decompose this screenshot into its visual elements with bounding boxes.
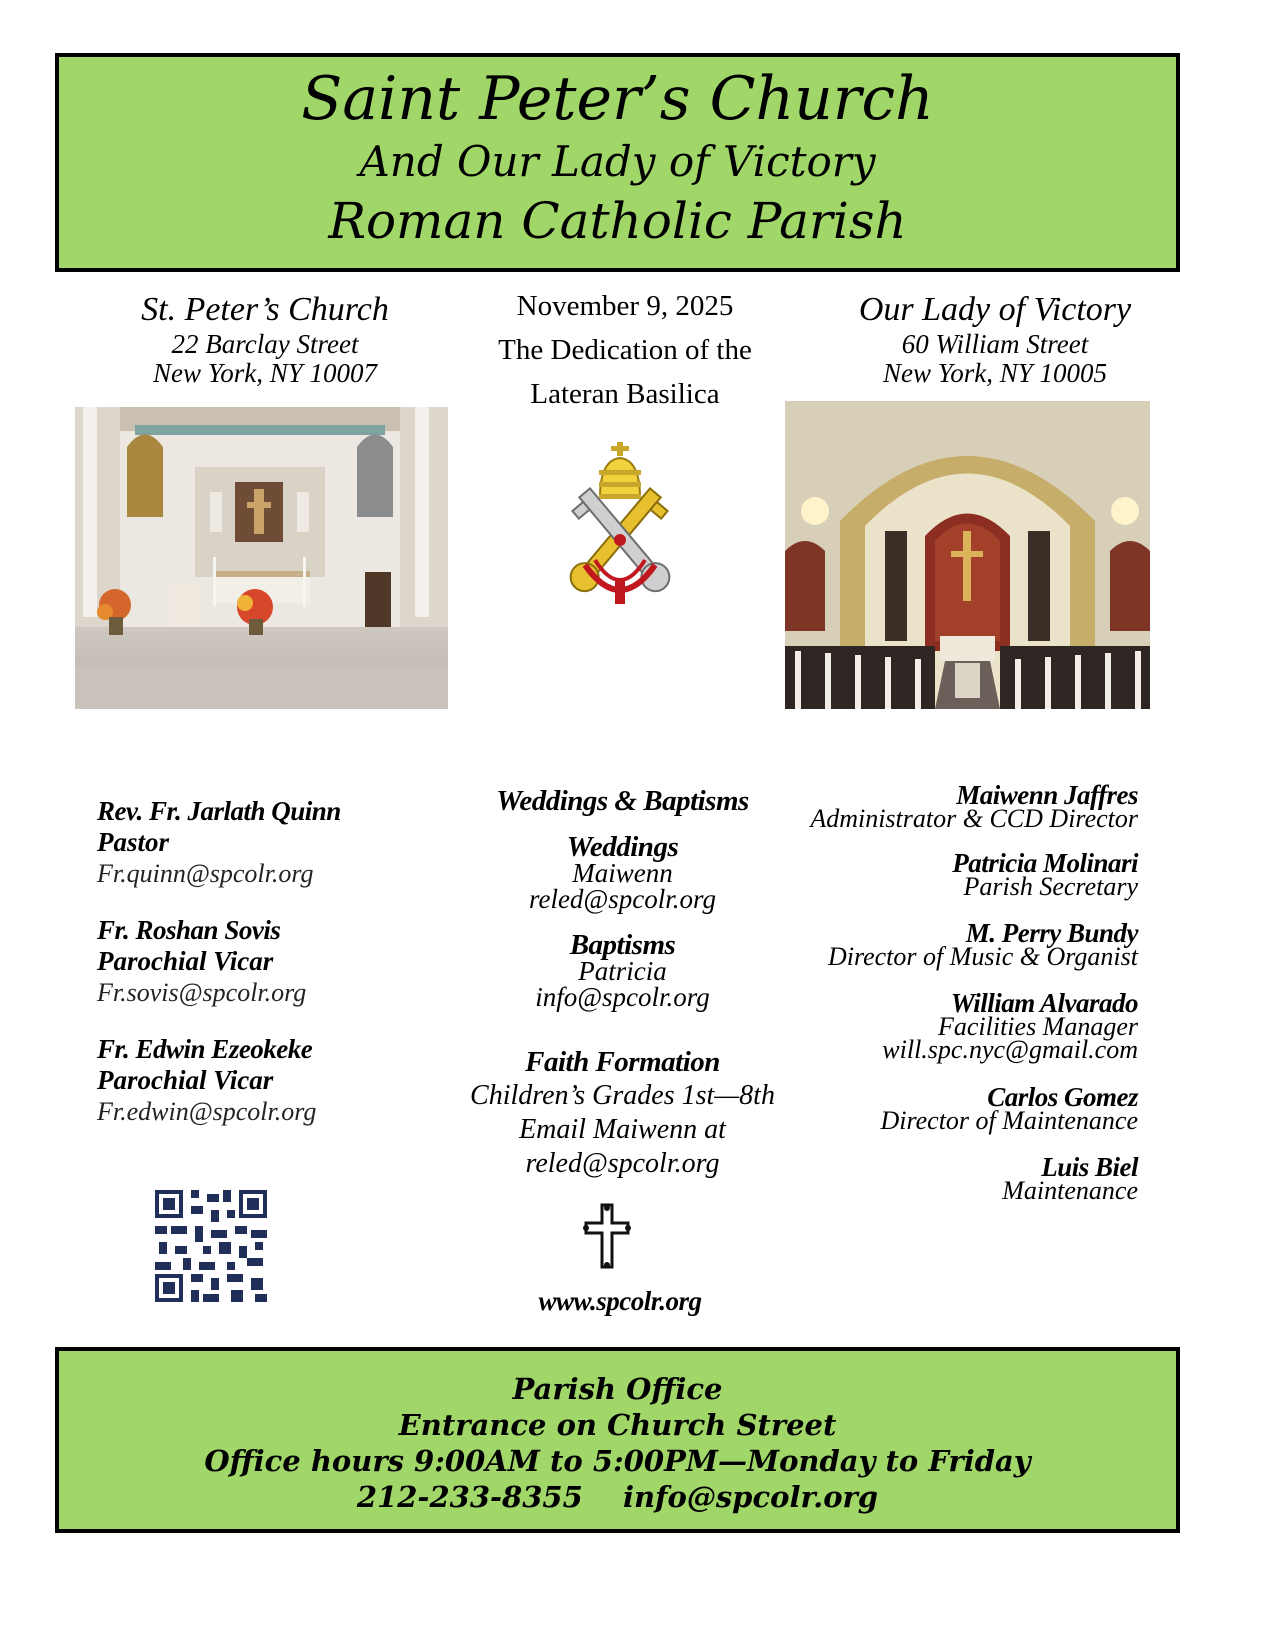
footer-contact xyxy=(59,1479,1176,1520)
baptisms-section xyxy=(430,931,815,1011)
staff-entry xyxy=(760,920,1138,990)
feast-line-2: Lateran Basilica xyxy=(530,378,720,410)
cross-icon xyxy=(582,1203,632,1269)
footer-hours: Office hours 9:00AM to 5:00PM—Monday to Friday xyxy=(204,1444,1031,1478)
clergy-email: Fr.sovis@spcolr.org xyxy=(97,978,307,1007)
sacraments-heading: Weddings & Baptisms xyxy=(496,785,749,817)
clergy-name: Rev. Fr. Jarlath Quinn xyxy=(97,796,341,826)
clergy-entry xyxy=(97,915,427,1034)
staff-role: Parish Secretary xyxy=(963,872,1138,901)
footer-entrance: Entrance on Church Street xyxy=(398,1408,837,1442)
st-peters-city: New York, NY 10007 xyxy=(152,358,378,388)
papal-keys-emblem-icon xyxy=(555,440,685,610)
olv-name: Our Lady of Victory xyxy=(858,291,1132,328)
header-banner xyxy=(55,53,1180,272)
clergy-entry xyxy=(97,796,427,915)
header-title: Saint Peter’s Church xyxy=(301,64,934,134)
st-peters-name: St. Peter’s Church xyxy=(141,291,389,328)
baptisms-contact: Patricia xyxy=(578,956,667,986)
staff-entry xyxy=(760,1084,1138,1154)
olv-street: 60 William Street xyxy=(901,329,1089,359)
clergy-list xyxy=(97,796,427,1153)
olv-interior-photo xyxy=(785,401,1150,709)
weddings-title: Weddings xyxy=(566,831,679,863)
clergy-name: Fr. Roshan Sovis xyxy=(97,915,281,945)
staff-entry xyxy=(760,850,1138,920)
feast-line-1: The Dedication of the xyxy=(498,334,752,366)
header-subtitle: And Our Lady of Victory xyxy=(359,137,876,186)
footer-banner xyxy=(55,1347,1180,1533)
olv-address xyxy=(800,290,1190,388)
st-peters-address xyxy=(75,290,455,388)
staff-role: Facilities Manager xyxy=(937,1012,1138,1041)
clergy-title: Parochial Vicar xyxy=(97,946,274,976)
faith-formation-email: reled@spcolr.org xyxy=(525,1148,720,1179)
faith-formation-section xyxy=(430,1045,815,1181)
faith-formation-title: Faith Formation xyxy=(525,1046,720,1078)
staff-entry xyxy=(760,1154,1138,1224)
clergy-title: Parochial Vicar xyxy=(97,1065,274,1095)
staff-name: William Alvarado xyxy=(950,988,1138,1018)
header-parish: Roman Catholic Parish xyxy=(328,192,907,250)
baptisms-title: Baptisms xyxy=(569,929,676,961)
faith-formation-grades: Children’s Grades 1st—8th xyxy=(470,1080,775,1111)
website-link[interactable]: www.spcolr.org xyxy=(538,1286,702,1316)
st-peters-street: 22 Barclay Street xyxy=(171,329,359,359)
footer-office: Parish Office xyxy=(512,1372,723,1406)
staff-role: Director of Music & Organist xyxy=(827,942,1138,971)
staff-email: will.spc.nyc@gmail.com xyxy=(882,1035,1138,1064)
clergy-email: Fr.quinn@spcolr.org xyxy=(97,859,314,888)
sacraments-info xyxy=(430,783,815,1181)
st-peters-interior-photo xyxy=(75,407,448,709)
staff-name: Patricia Molinari xyxy=(952,848,1138,878)
weddings-email: reled@spcolr.org xyxy=(528,884,717,914)
staff-role: Director of Maintenance xyxy=(880,1106,1138,1135)
clergy-email: Fr.edwin@spcolr.org xyxy=(97,1097,317,1126)
faith-formation-contact: Email Maiwenn at xyxy=(519,1114,726,1145)
staff-name: M. Perry Bundy xyxy=(965,918,1138,948)
staff-list xyxy=(760,782,1138,1224)
clergy-title: Pastor xyxy=(97,827,170,857)
staff-entry xyxy=(760,782,1138,850)
clergy-entry xyxy=(97,1034,427,1153)
staff-name: Maiwenn Jaffres xyxy=(956,780,1138,810)
clergy-name: Fr. Edwin Ezeokeke xyxy=(97,1034,313,1064)
staff-entry xyxy=(760,990,1138,1084)
footer-phone[interactable]: 212-233-8355 xyxy=(356,1480,583,1514)
olv-city: New York, NY 10005 xyxy=(882,358,1108,388)
baptisms-email: info@spcolr.org xyxy=(535,982,710,1012)
staff-name: Carlos Gomez xyxy=(987,1082,1138,1112)
liturgical-date xyxy=(465,284,785,416)
bulletin-date: November 9, 2025 xyxy=(516,290,734,322)
weddings-section xyxy=(430,833,815,913)
footer-email[interactable]: info@spcolr.org xyxy=(622,1480,879,1514)
staff-role: Administrator & CCD Director xyxy=(810,804,1138,833)
staff-role: Maintenance xyxy=(1002,1176,1138,1205)
qr-code-icon xyxy=(155,1190,267,1302)
staff-name: Luis Biel xyxy=(1041,1152,1138,1182)
weddings-contact: Maiwenn xyxy=(572,858,673,888)
